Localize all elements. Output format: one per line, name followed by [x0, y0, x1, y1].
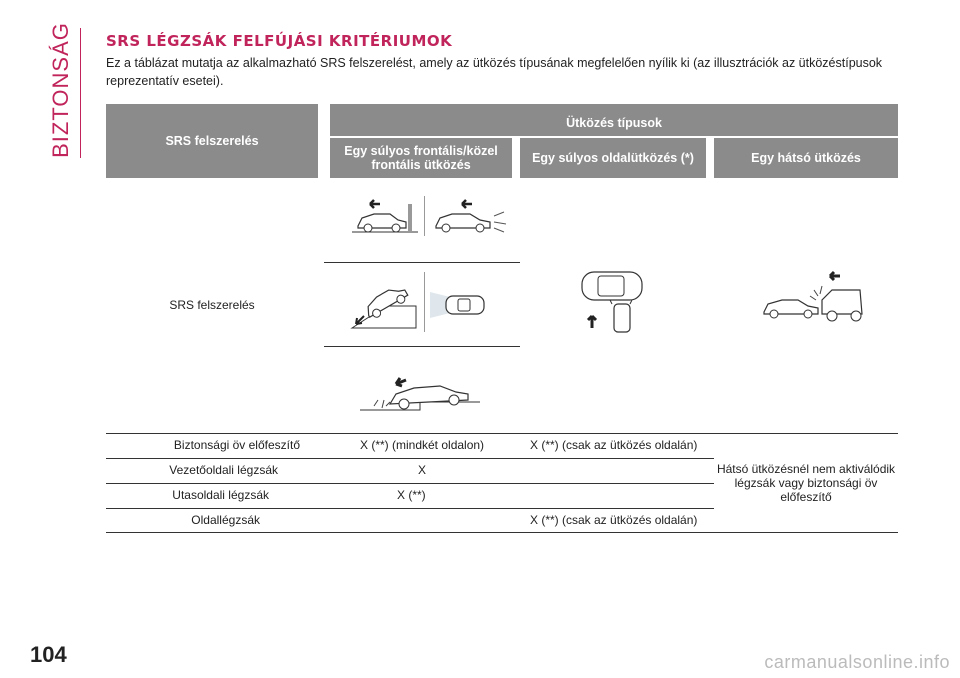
offset-crash-illustration: [424, 196, 518, 236]
row-frontal-value: X (**): [397, 488, 426, 502]
rear-collision-note: Hátsó ütközésnél nem aktiválódik légzsák vagy biztonsági öv előfeszítő: [716, 462, 896, 504]
top-view-frontal-illustration: [424, 272, 494, 332]
row-divider: [106, 433, 898, 434]
header-separator: [318, 104, 330, 178]
header-frontal: Egy súlyos frontális/közel frontális ütközés: [344, 144, 498, 172]
side-crash-illustration: [574, 268, 650, 334]
row-label: Utasoldali légzsák: [172, 488, 269, 502]
page-title: SRS LÉGZSÁK FELFÚJÁSI KRITÉRIUMOK: [106, 32, 453, 50]
illustration-row-label: SRS felszerelés: [169, 298, 255, 312]
row-side-value: X (**) (csak az ütközés oldalán): [530, 513, 698, 527]
row-divider: [106, 483, 714, 484]
illustration-divider: [324, 346, 520, 347]
row-label: Oldallégzsák: [191, 513, 260, 527]
section-side-label: BIZTONSÁG: [48, 22, 73, 158]
ramp-crash-illustration: [350, 272, 420, 332]
curb-crash-illustration: [360, 370, 480, 416]
row-label: Biztonsági öv előfeszítő: [173, 438, 300, 452]
watermark: carmanualsonline.info: [764, 652, 950, 672]
row-divider: [106, 458, 714, 459]
rear-crash-illustration: [760, 266, 866, 322]
header-rule: [330, 136, 898, 138]
illustration-divider: [324, 262, 520, 263]
header-side: Egy súlyos oldalütközés (*): [532, 151, 694, 165]
row-frontal-value: X: [418, 463, 427, 477]
row-side-value: X (**) (csak az ütközés oldalán): [530, 438, 698, 452]
row-divider: [106, 508, 714, 509]
section-divider: [80, 28, 81, 158]
header-collision-types: Ütközés típusok: [566, 116, 662, 130]
row-frontal-value: X (**) (mindkét oldalon): [360, 438, 485, 452]
header-srs: SRS felszerelés: [165, 134, 259, 148]
intro-paragraph: Ez a táblázat mutatja az alkalmazható SRS felszerelést, amely az ütközés típusának megfelelően nyílik ki (az illusztrációk az ütközéstípusok reprezentatív esetei).: [106, 56, 883, 88]
header-rear: Egy hátsó ütközés: [751, 151, 861, 165]
row-label: Vezetőoldali légzsák: [169, 463, 278, 477]
row-divider: [106, 532, 898, 533]
frontal-crash-illustration: [350, 196, 420, 236]
page-number: 104: [30, 642, 67, 667]
header-separator: [706, 136, 714, 178]
header-separator: [512, 136, 520, 178]
